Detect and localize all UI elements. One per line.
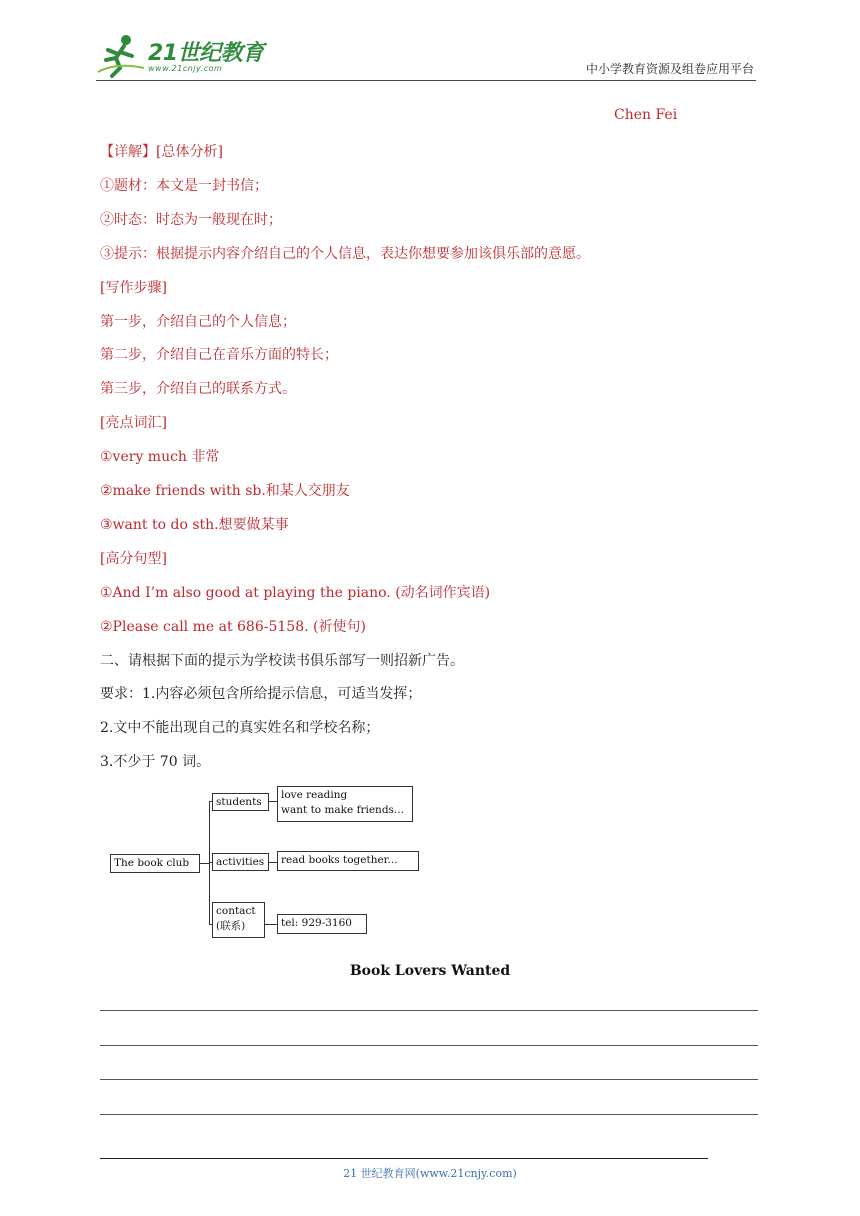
writing-line [100, 1114, 758, 1115]
diagram-root-box: The book club [110, 854, 200, 873]
header-platform-name: 中小学教育资源及组卷应用平台 [585, 62, 754, 76]
writing-line [100, 1010, 758, 1011]
text-line: ①very much 非常 [100, 449, 220, 465]
text-line: 【详解】[总体分析] [100, 144, 223, 160]
contact-label-cn: (联系) [216, 920, 246, 932]
students-detail-line-1: love reading [281, 789, 348, 801]
runner-logo-icon [96, 32, 146, 78]
book-club-diagram [108, 784, 428, 944]
text-line: ②make friends with sb.和某人交朋友 [100, 483, 350, 499]
diagram-activities-detail-box: read books together... [277, 851, 419, 871]
text-line: 要求：1.内容必须包含所给提示信息，可适当发挥； [100, 686, 422, 702]
text-line: ②时态：时态为一般现在时； [100, 212, 282, 228]
diagram-students-detail-box [277, 786, 413, 822]
site-logo [96, 32, 266, 78]
diagram-students-box: students [212, 793, 269, 811]
text-line: ②Please call me at 686-5158. (祈使句) [100, 619, 366, 635]
letter-signature: Chen Fei [614, 107, 678, 123]
footer-divider [100, 1158, 708, 1159]
page-header [96, 30, 756, 81]
writing-line [100, 1079, 758, 1080]
diagram-contact-box [212, 902, 265, 938]
students-detail-line-2: want to make friends... [281, 804, 404, 816]
text-line: ③提示：根据提示内容介绍自己的个人信息，表达你想要参加该俱乐部的意愿。 [100, 246, 590, 262]
text-line: [高分句型] [100, 551, 167, 567]
text-line: 3.不少于 70 词。 [100, 754, 211, 770]
page-footer: 21 世纪教育网(www.21cnjy.com) [343, 1167, 517, 1180]
text-line: ①题材：本文是一封书信； [100, 178, 268, 194]
text-line: ①And I’m also good at playing the piano. (动名词作宾语) [100, 585, 491, 601]
contact-label: contact [216, 905, 256, 917]
diagram-contact-detail-box: tel: 929-3160 [277, 914, 367, 934]
text-line: 二、请根据下面的提示为学校读书俱乐部写一则招新广告。 [100, 653, 464, 669]
text-line: 第二步，介绍自己在音乐方面的特长； [100, 347, 338, 363]
text-line: [写作步骤] [100, 280, 167, 296]
text-line: [亮点词汇] [100, 415, 167, 431]
essay-title: Book Lovers Wanted [349, 963, 511, 979]
logo-url: www.21cnjy.com [148, 64, 223, 73]
logo-text: 21世纪教育 [148, 41, 264, 66]
diagram-activities-box: activities [212, 853, 269, 871]
text-line: 第三步，介绍自己的联系方式。 [100, 381, 296, 397]
text-line: ③want to do sth.想要做某事 [100, 517, 289, 533]
text-line: 2.文中不能出现自己的真实姓名和学校名称； [100, 720, 380, 736]
text-line: 第一步，介绍自己的个人信息； [100, 314, 296, 330]
writing-line [100, 1045, 758, 1046]
